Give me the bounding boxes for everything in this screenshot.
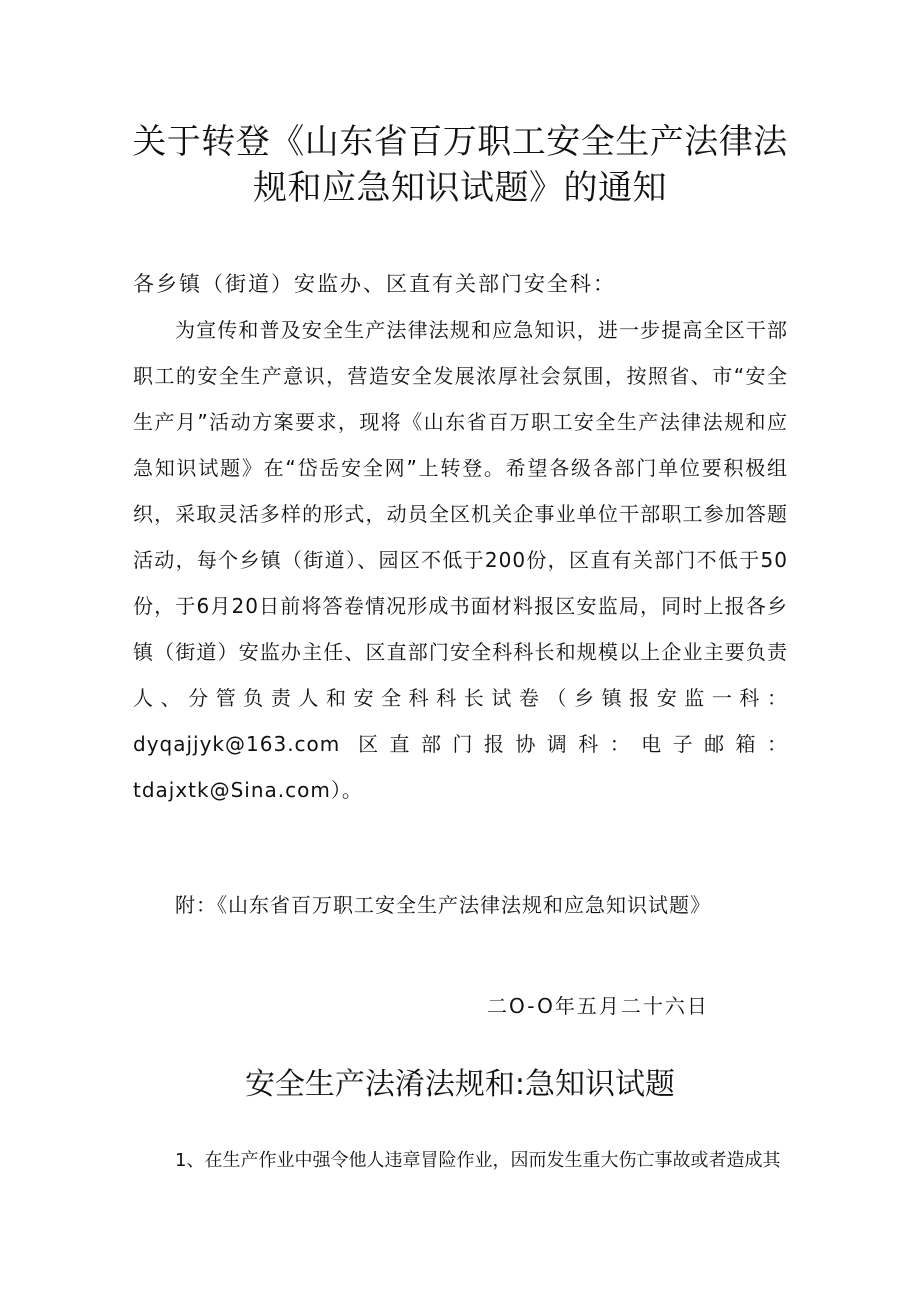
notice-title-line-1: 关于转登《山东省百万职工安全生产法律法: [132, 122, 788, 162]
notice-body-paragraph: 为宣传和普及安全生产法律法规和应急知识，进一步提高全区干部职工的安全生产意识，营造安全发展浓厚社会氛围，按照省、市“安全生产月”活动方案要求，现将《山东省百万职工安全生产法律法规和应急知识试题》在“岱岳安全网”上转登。希望各级各部门单位要积极组织，采取灵活多样的形式，动员全区机关企事业单位干部职工参加答题活动，每个乡镇（街道）、园区不低于200份，区直有关部门不低于50份，于6月20日前将答卷情况形成书面材料报区安监局，同时上报各乡镇（街道）安监办主任、区直部门安全科科长和规模以上企业主要负责人、分管负责人和安全科科长试卷（乡镇报安监一科：dyqajjyk@163.com 区直部门报协调科：电子邮箱：tdajxtk@Sina.com）。: [133, 318, 788, 802]
notice-title-line-2: 规和应急知识试题》的通知: [253, 168, 667, 208]
question-1-text: 1、在生产作业中强令他人违章冒险作业，因而发生重大伤亡事故或者造成其: [175, 1150, 781, 1171]
issue-date: 二O-O年五月二十六日: [487, 994, 709, 1018]
salutation: 各乡镇（街道）安监办、区直有关部门安全科：: [133, 272, 616, 296]
attachment-line: 附：《山东省百万职工安全生产法律法规和应急知识试题》: [175, 893, 711, 917]
quiz-section-title: 安全生产法淆法规和:急知识试题: [244, 1067, 676, 1102]
